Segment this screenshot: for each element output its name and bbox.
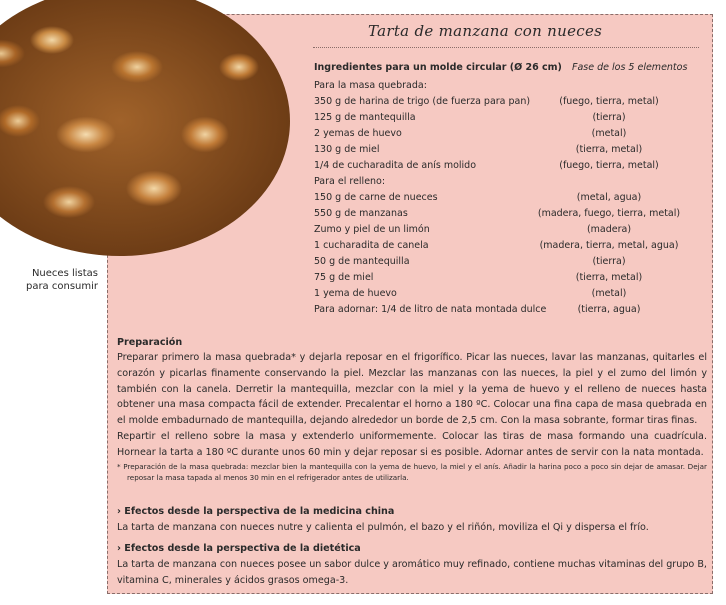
ingredients-header: Ingredientes para un molde circular (Ø 26 cm) [314, 62, 562, 73]
ingredient-elements: (tierra) [592, 256, 626, 267]
ingredient-elements: (fuego, tierra, metal) [559, 160, 659, 171]
ingredient-item: 130 g de miel [314, 144, 380, 155]
ingredient-item: 125 g de mantequilla [314, 112, 416, 123]
preparation-paragraph-2: Repartir el relleno sobre la masa y extenderlo uniformemente. Colocar las tiras de masa formando una cuadrícula. Hornear la tarta a 180 ºC durante unos 60 min y dejar reposar si es posible. Adornar antes de servir con la nata montada. [117, 430, 707, 458]
ingredient-elements: (metal) [591, 288, 627, 299]
ingredient-row [314, 78, 704, 94]
ingredient-elements: (madera) [586, 224, 632, 235]
effects-text: La tarta de manzana con nueces posee un sabor dulce y aromático muy refinado, contiene muchas vitaminas del grupo B, vitamina C, minerales y ácidos grasos omega-3. [117, 559, 707, 586]
ingredient-row [314, 110, 704, 126]
ingredients-list [314, 78, 704, 318]
effects-heading: › Efectos desde la perspectiva de la medicina china [117, 506, 395, 517]
ingredient-item: Para adornar: 1/4 de litro de nata montada dulce [314, 304, 547, 315]
ingredient-elements: (madera, tierra, metal, agua) [539, 240, 679, 251]
ingredient-row [314, 286, 704, 302]
preparation-paragraph-1: Preparar primero la masa quebrada* y dejarla reposar en el frigorífico. Picar las nueces, lavar las manzanas, quitarles el corazón y picarlas finamente conservando la piel. Mezclar las manzanas con las nueces, la piel y el zumo del limón y también con la canela. Derretir la mantequilla, mezclar con la miel y la yema de huevo y el relleno de nueces hasta obtener una masa compacta fácil de extender. Precalentar el horno a 180 ºC. Colocar una fina capa de masa quebrada en el molde embadurnado de mantequilla, dejando alrededor un borde de 2,5 cm. Con la masa sobrante, formar tiras finas. [117, 352, 707, 427]
ingredient-row [314, 302, 704, 318]
effects-text: La tarta de manzana con nueces nutre y calienta el pulmón, el bazo y el riñón, moviliza el Qi y dispersa el frío. [117, 522, 649, 533]
phase-header: Fase de los 5 elementos [572, 62, 688, 73]
ingredient-row [314, 238, 704, 254]
ingredient-row [314, 254, 704, 270]
effects-heading: › Efectos desde la perspectiva de la dietética [117, 543, 361, 554]
ingredient-elements: (metal, agua) [576, 192, 642, 203]
ingredient-item: Para la masa quebrada: [314, 80, 427, 91]
caption-line-1: Nueces listas [31, 268, 98, 279]
ingredient-elements: (tierra, metal) [575, 144, 643, 155]
ingredient-item: 1 cucharadita de canela [314, 240, 429, 251]
ingredient-elements: (tierra, agua) [577, 304, 641, 315]
ingredient-item: Para el relleno: [314, 176, 386, 187]
preparation-footnote: * Preparación de la masa quebrada: mezclar bien la mantequilla con la yema de huevo, la miel y el anís. Añadir la harina poco a poco sin dejar de amasar. Dejar reposar la masa tapada al menos 30 min en el refrigerador antes de utilizarla. [117, 461, 707, 483]
preparation-heading: Preparación [117, 337, 183, 348]
ingredient-row [314, 206, 704, 222]
ingredient-row [314, 158, 704, 174]
ingredient-row [314, 126, 704, 142]
ingredient-row [314, 174, 704, 190]
ingredient-elements: (tierra, metal) [575, 272, 643, 283]
ingredient-elements: (madera, fuego, tierra, metal) [537, 208, 681, 219]
ingredient-elements: (metal) [591, 128, 627, 139]
ingredient-item: 2 yemas de huevo [314, 128, 402, 139]
ingredient-item: 50 g de mantequilla [314, 256, 410, 267]
photo-caption [0, 267, 98, 293]
recipe-title: Tarta de manzana con nueces [368, 22, 603, 40]
ingredient-item: 1 yema de huevo [314, 288, 397, 299]
effects-dietetics [117, 541, 707, 589]
title-divider [313, 47, 699, 48]
ingredient-elements: (tierra) [592, 112, 626, 123]
preparation-section [117, 335, 707, 484]
ingredient-row [314, 270, 704, 286]
ingredient-row [314, 142, 704, 158]
caption-line-2: para consumir [25, 281, 98, 292]
ingredient-item: 550 g de manzanas [314, 208, 408, 219]
ingredient-item: 350 g de harina de trigo (de fuerza para pan) [314, 96, 531, 107]
ingredient-item: 75 g de miel [314, 272, 374, 283]
effects-chinese-medicine [117, 504, 707, 536]
ingredient-elements: (fuego, tierra, metal) [559, 96, 659, 107]
ingredient-item: 1/4 de cucharadita de anís molido [314, 160, 477, 171]
ingredient-row [314, 190, 704, 206]
ingredient-row [314, 222, 704, 238]
ingredient-item: 150 g de carne de nueces [314, 192, 438, 203]
ingredient-item: Zumo y piel de un limón [314, 224, 430, 235]
ingredient-row [314, 94, 704, 110]
